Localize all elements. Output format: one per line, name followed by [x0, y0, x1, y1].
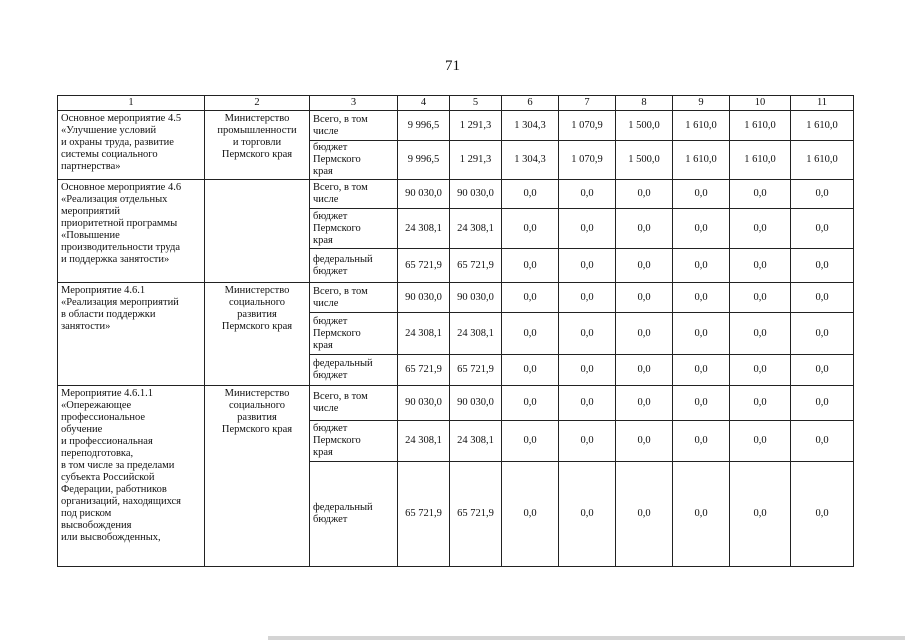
- amount-cell: 0,0: [730, 421, 791, 462]
- funding-source: Всего, в том числе: [310, 386, 398, 421]
- amount-cell: 0,0: [730, 313, 791, 355]
- funding-source: Всего, в том числе: [310, 180, 398, 209]
- scan-edge: [268, 636, 905, 640]
- amount-cell: 0,0: [502, 313, 559, 355]
- amount-cell: 0,0: [791, 421, 854, 462]
- amount-cell: 24 308,1: [450, 209, 502, 249]
- header-row: [58, 96, 854, 111]
- funding-source: бюджет Пермского края: [310, 141, 398, 180]
- activity-name: Основное мероприятие 4.5 «Улучшение условий и охраны труда, развитие системы социального партнерства»: [58, 111, 205, 180]
- amount-cell: 0,0: [559, 313, 616, 355]
- executor: Министерство социального развития Пермского края: [205, 386, 310, 567]
- funding-source: бюджет Пермского края: [310, 313, 398, 355]
- amount-cell: 0,0: [791, 313, 854, 355]
- amount-cell: 0,0: [616, 386, 673, 421]
- amount-cell: 9 996,5: [398, 111, 450, 141]
- page-number: 71: [445, 58, 460, 74]
- amount-cell: 0,0: [791, 462, 854, 567]
- funding-source: Всего, в том числе: [310, 283, 398, 313]
- amount-cell: 0,0: [559, 421, 616, 462]
- funding-source: бюджет Пермского края: [310, 209, 398, 249]
- amount-cell: 0,0: [730, 355, 791, 386]
- amount-cell: 0,0: [791, 283, 854, 313]
- activity-name: Мероприятие 4.6.1 «Реализация мероприятий в области поддержки занятости»: [58, 283, 205, 386]
- amount-cell: 0,0: [673, 386, 730, 421]
- amount-cell: 90 030,0: [450, 283, 502, 313]
- amount-cell: 65 721,9: [398, 462, 450, 567]
- table-row: [58, 386, 854, 421]
- amount-cell: 90 030,0: [450, 386, 502, 421]
- amount-cell: 24 308,1: [450, 421, 502, 462]
- amount-cell: 1 304,3: [502, 141, 559, 180]
- column-header: 6: [502, 96, 559, 111]
- amount-cell: 1 610,0: [730, 111, 791, 141]
- amount-cell: 0,0: [502, 209, 559, 249]
- amount-cell: 0,0: [616, 180, 673, 209]
- amount-cell: 0,0: [673, 209, 730, 249]
- amount-cell: 0,0: [673, 313, 730, 355]
- column-header: 3: [310, 96, 398, 111]
- amount-cell: 0,0: [673, 249, 730, 283]
- amount-cell: 1 304,3: [502, 111, 559, 141]
- funding-source: бюджет Пермского края: [310, 421, 398, 462]
- amount-cell: 90 030,0: [450, 180, 502, 209]
- amount-cell: 90 030,0: [398, 283, 450, 313]
- amount-cell: 65 721,9: [450, 249, 502, 283]
- amount-cell: 0,0: [559, 180, 616, 209]
- column-header: 8: [616, 96, 673, 111]
- amount-cell: 0,0: [616, 421, 673, 462]
- column-header: 7: [559, 96, 616, 111]
- column-header: 1: [58, 96, 205, 111]
- activity-name: Мероприятие 4.6.1.1 «Опережающее профессиональное обучение и профессиональная переподготовка, в том числе за пределами субъекта Российской Федерации, работников организаций, находящихся под риском высвобождения или высвобожденных,: [58, 386, 205, 567]
- activity-name: Основное мероприятие 4.6 «Реализация отдельных мероприятий приоритетной программы «Повышение производительности труда и поддержка занятости»: [58, 180, 205, 283]
- amount-cell: 24 308,1: [398, 313, 450, 355]
- amount-cell: 1 291,3: [450, 111, 502, 141]
- table-row: [58, 111, 854, 141]
- executor: Министерство промышленности и торговли Пермского края: [205, 111, 310, 180]
- amount-cell: 0,0: [502, 180, 559, 209]
- amount-cell: 0,0: [502, 355, 559, 386]
- amount-cell: 0,0: [616, 462, 673, 567]
- amount-cell: 0,0: [616, 283, 673, 313]
- amount-cell: 1 610,0: [673, 141, 730, 180]
- amount-cell: 90 030,0: [398, 180, 450, 209]
- amount-cell: 0,0: [730, 462, 791, 567]
- column-header: 11: [791, 96, 854, 111]
- amount-cell: 65 721,9: [398, 355, 450, 386]
- amount-cell: 1 610,0: [791, 111, 854, 141]
- amount-cell: 0,0: [559, 209, 616, 249]
- amount-cell: 0,0: [791, 249, 854, 283]
- executor: Министерство социального развития Пермского края: [205, 283, 310, 386]
- table-row: [58, 180, 854, 209]
- amount-cell: 0,0: [673, 421, 730, 462]
- amount-cell: 1 070,9: [559, 141, 616, 180]
- funding-source: федеральный бюджет: [310, 462, 398, 567]
- amount-cell: 1 610,0: [791, 141, 854, 180]
- amount-cell: 1 610,0: [730, 141, 791, 180]
- funding-source: федеральный бюджет: [310, 249, 398, 283]
- amount-cell: 0,0: [502, 283, 559, 313]
- amount-cell: 24 308,1: [398, 421, 450, 462]
- amount-cell: 0,0: [502, 421, 559, 462]
- amount-cell: 0,0: [730, 249, 791, 283]
- amount-cell: 65 721,9: [450, 355, 502, 386]
- column-header: 5: [450, 96, 502, 111]
- table-row: [58, 283, 854, 313]
- funding-source: Всего, в том числе: [310, 111, 398, 141]
- amount-cell: 1 070,9: [559, 111, 616, 141]
- amount-cell: 0,0: [616, 249, 673, 283]
- amount-cell: 0,0: [791, 355, 854, 386]
- amount-cell: 0,0: [673, 462, 730, 567]
- amount-cell: 0,0: [616, 209, 673, 249]
- amount-cell: 65 721,9: [450, 462, 502, 567]
- amount-cell: 0,0: [502, 249, 559, 283]
- amount-cell: 90 030,0: [398, 386, 450, 421]
- amount-cell: 1 291,3: [450, 141, 502, 180]
- amount-cell: 24 308,1: [450, 313, 502, 355]
- amount-cell: 0,0: [559, 283, 616, 313]
- amount-cell: 0,0: [730, 386, 791, 421]
- amount-cell: 24 308,1: [398, 209, 450, 249]
- amount-cell: 0,0: [502, 386, 559, 421]
- amount-cell: 0,0: [559, 386, 616, 421]
- table-body: [58, 96, 854, 567]
- amount-cell: 0,0: [673, 180, 730, 209]
- amount-cell: 0,0: [502, 462, 559, 567]
- amount-cell: 1 610,0: [673, 111, 730, 141]
- amount-cell: 0,0: [791, 209, 854, 249]
- amount-cell: 0,0: [791, 386, 854, 421]
- amount-cell: 0,0: [559, 249, 616, 283]
- amount-cell: 65 721,9: [398, 249, 450, 283]
- amount-cell: 0,0: [673, 355, 730, 386]
- amount-cell: 0,0: [559, 462, 616, 567]
- amount-cell: 0,0: [730, 209, 791, 249]
- amount-cell: 0,0: [673, 283, 730, 313]
- amount-cell: 1 500,0: [616, 111, 673, 141]
- amount-cell: 0,0: [791, 180, 854, 209]
- amount-cell: 0,0: [730, 180, 791, 209]
- executor: [205, 180, 310, 283]
- budget-table: [57, 95, 854, 567]
- amount-cell: 0,0: [616, 355, 673, 386]
- column-header: 2: [205, 96, 310, 111]
- amount-cell: 0,0: [730, 283, 791, 313]
- amount-cell: 0,0: [616, 313, 673, 355]
- column-header: 9: [673, 96, 730, 111]
- column-header: 10: [730, 96, 791, 111]
- column-header: 4: [398, 96, 450, 111]
- funding-source: федеральный бюджет: [310, 355, 398, 386]
- amount-cell: 9 996,5: [398, 141, 450, 180]
- amount-cell: 1 500,0: [616, 141, 673, 180]
- amount-cell: 0,0: [559, 355, 616, 386]
